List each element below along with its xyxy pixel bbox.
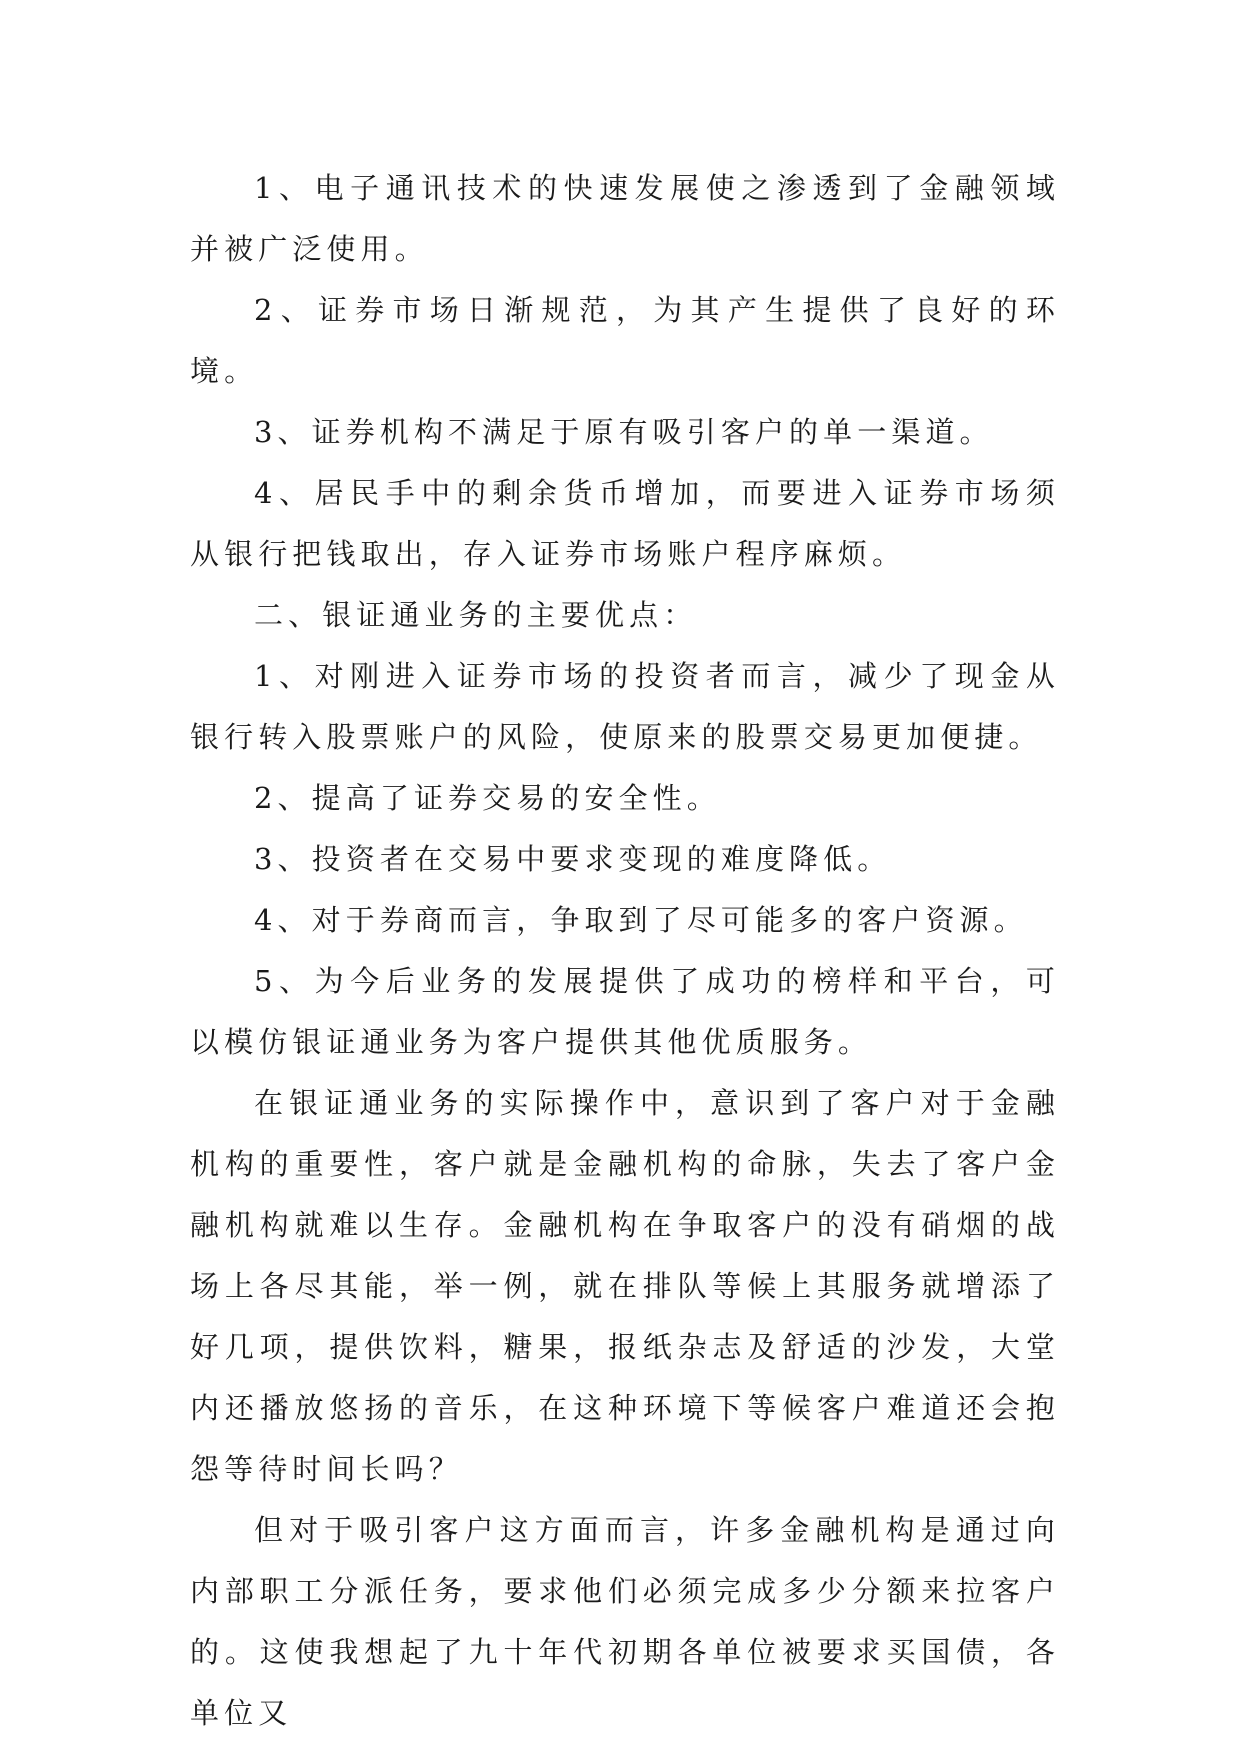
paragraph-item-2: 2、证券市场日渐规范，为其产生提供了良好的环境。 <box>190 293 1060 388</box>
advantage-item-5: 5、为今后业务的发展提供了成功的榜样和平台，可以模仿银证通业务为客户提供其他优质服务。 <box>190 964 1060 1059</box>
paragraph-item-4: 4、居民手中的剩余货币增加，而要进入证券市场须从银行把钱取出，存入证券市场账户程序麻烦。 <box>190 476 1060 571</box>
advantage-item-3: 3、投资者在交易中要求变现的难度降低。 <box>254 842 892 876</box>
document-body <box>190 158 1060 1744</box>
body-paragraph-2: 但对于吸引客户这方面而言，许多金融机构是通过向内部职工分派任务，要求他们必须完成多少分额来拉客户的。这使我想起了九十年代初期各单位被要求买国债，各单位又 <box>190 1513 1060 1730</box>
advantage-item-4: 4、对于券商而言，争取到了尽可能多的客户资源。 <box>254 903 1028 937</box>
body-paragraph-1: 在银证通业务的实际操作中，意识到了客户对于金融机构的重要性，客户就是金融机构的命脉，失去了客户金融机构就难以生存。金融机构在争取客户的没有硝烟的战场上各尽其能，举一例，就在排队等候上其服务就增添了好几项，提供饮料，糖果，报纸杂志及舒适的沙发，大堂内还播放悠扬的音乐，在这种环境下等候客户难道还会抱怨等待时间长吗？ <box>190 1086 1060 1486</box>
paragraph-item-3: 3、证券机构不满足于原有吸引客户的单一渠道。 <box>254 415 994 449</box>
section-heading: 二、银证通业务的主要优点： <box>254 598 698 632</box>
paragraph-item-1: 1、电子通讯技术的快速发展使之渗透到了金融领域并被广泛使用。 <box>190 171 1060 266</box>
advantage-item-1: 1、对刚进入证券市场的投资者而言，减少了现金从银行转入股票账户的风险，使原来的股票交易更加便捷。 <box>190 659 1060 754</box>
advantage-item-2: 2、提高了证券交易的安全性。 <box>254 781 721 815</box>
